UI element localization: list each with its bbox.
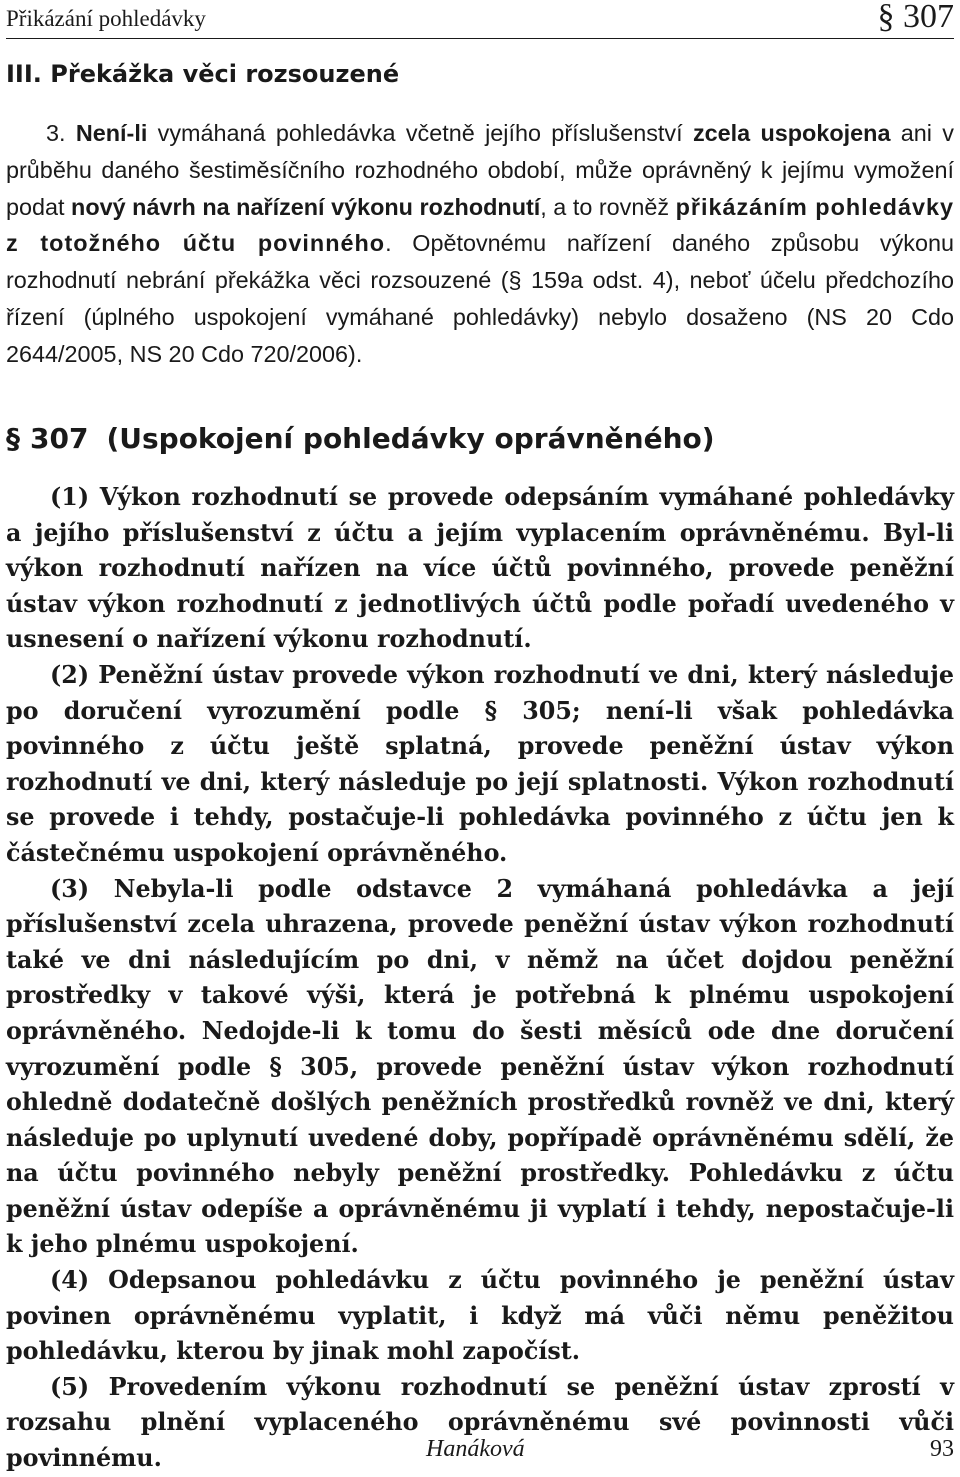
commentary-paragraph	[6, 115, 954, 373]
statute-subsection-4: (4) Odepsanou pohledávku z účtu povinného je peněžní ústav povinen oprávněnému vyplatit, i když má vůči němu peněžitou pohledávku, kterou by jinak mohl započíst.	[6, 1266, 954, 1366]
footer-author: Hanáková	[426, 1436, 525, 1462]
paragraph-heading	[6, 422, 715, 455]
statute-subsection-5: (5) Provedením výkonu rozhodnutí se peněžní ústav zprostí v rozsahu plnění vyplaceného oprávněnému své povinnosti vůči povinnému.	[6, 1372, 954, 1473]
statute-subsection-3: (3) Nebyla-li podle odstavce 2 vymáhaná pohledávka a její příslušenství zcela uhrazena, provede peněžní ústav výkon rozhodnutí také ve dni následujícím po dni, v němž na účet dojdou peněžní prostředky v takové výši, která je potřebná k plnému uspokojení oprávněného. Nedojde-li k tomu do šesti měsíců ode dne doručení vyrozumění podle § 305, provede peněžní ústav výkon rozhodnutí ohledně dodatečně došlých peněžních prostředků rovněž ve dni, který následuje po uplynutí uvedené doby, popřípadě oprávněnému sdělí, že na účtu povinného nebyly peněžní prostředky. Pohledávku z účtu peněžní ústav odepíše a oprávněnému ji vyplatí i tehdy, nepostačuje-li k jeho plnému uspokojení.	[6, 874, 954, 1259]
comment-text: ani v průběhu daného šestiměsíčního rozhodného období, může oprávněný k jejímu vymožení podat	[6, 120, 954, 220]
statute-subsection-1: (1) Výkon rozhodnutí se provede odepsáním vymáhané pohledávky a jejího příslušenství z účtu a jejím vyplacením oprávněnému. Byl-li výkon rozhodnutí nařízen na více účtů povinného, provede peněžní ústav výkon rozhodnutí z jednotlivých účtů podle pořadí uvedeného v usnesení o nařízení výkonu rozhodnutí.	[6, 483, 954, 654]
running-head-section: § 307	[877, 0, 954, 35]
statute-subsection-2: (2) Peněžní ústav provede výkon rozhodnutí ve dni, který následuje po doručení vyrozumění podle § 305; není-li však pohledávka povinného z účtu ještě splatná, provede peněžní ústav výkon rozhodnutí ve dni, který následuje po její splatnosti. Výkon rozhodnutí se provede i tehdy, postačuje-li pohledávka povinného z účtu jen k částečnému uspokojení oprávněného.	[6, 660, 954, 867]
paragraph-title: (Uspokojení pohledávky oprávněného)	[106, 422, 715, 455]
comment-number: 3.	[46, 120, 66, 146]
page-number: 93	[930, 1436, 954, 1462]
paragraph-number: 307	[30, 422, 89, 455]
header-rule	[6, 38, 954, 39]
comment-emphasis: Není-li	[75, 120, 148, 146]
comment-text: vymáhaná pohledávka včetně jejího příslušenství	[147, 120, 693, 146]
running-head	[6, 0, 954, 40]
comment-emphasis: nový návrh na nařízení výkonu rozhodnutí	[71, 193, 541, 220]
page-footer	[6, 1436, 954, 1466]
section-sign: §	[6, 422, 20, 455]
comment-text: , a to rovněž	[540, 193, 676, 220]
comment-emphasis: zcela uspokojena	[692, 120, 891, 146]
running-head-title: Přikázání pohledávky	[6, 6, 206, 31]
section-heading: III. Překážka věci rozsouzené	[6, 60, 400, 88]
comment-emphasis: přikázáním pohledávky z totožného účtu povinného	[6, 193, 954, 257]
statute-text	[6, 480, 954, 1477]
comment-text: . Opětovnému nařízení daného způsobu výkonu rozhodnutí nebrání překážka věci rozsouzené (§ 159a odst. 4), neboť účelu předchozího řízení (úplného uspokojení vymáhané pohledávky) nebylo dosaženo (NS 20 Cdo 2644/2005, NS 20 Cdo 720/2006).	[6, 230, 955, 367]
